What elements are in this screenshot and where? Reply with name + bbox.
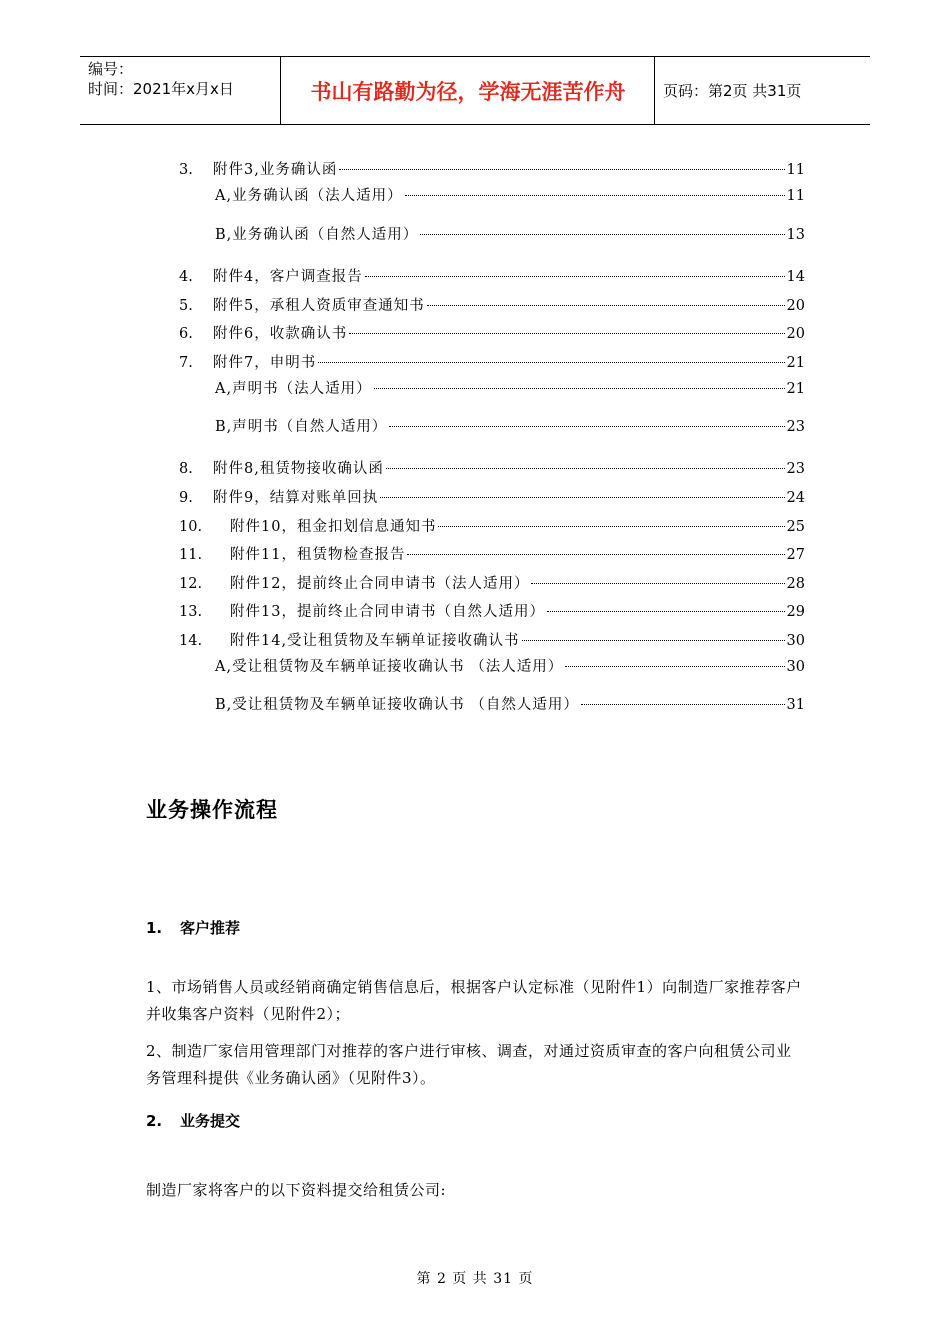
toc-leader [420, 234, 784, 235]
toc-number: 5. [179, 298, 193, 314]
toc-page: 13 [786, 227, 805, 243]
toc-leader [365, 276, 785, 277]
toc-page: 23 [786, 461, 805, 477]
toc-leader [339, 169, 784, 170]
toc-row[interactable] [0, 656, 950, 678]
toc-leader [318, 362, 784, 363]
toc-row[interactable] [0, 323, 950, 345]
toc-leader [405, 195, 785, 196]
toc-leader [427, 305, 785, 306]
toc-page: 31 [786, 697, 805, 713]
toc-row[interactable] [0, 378, 950, 400]
toc-number: 8. [179, 461, 193, 477]
toc-page: 30 [786, 633, 805, 649]
toc-title: 附件14,受让租赁物及车辆单证接收确认书 [230, 633, 520, 649]
toc-title: 附件5，承租人资质审查通知书 [213, 298, 425, 314]
toc-row[interactable] [0, 416, 950, 438]
toc-leader [531, 583, 784, 584]
toc-title: B,业务确认函（自然人适用） [215, 227, 419, 243]
subsection-number: 2. [146, 1112, 163, 1130]
toc-number: 14. [179, 633, 203, 649]
toc-row[interactable] [0, 573, 950, 595]
header-divider [654, 57, 655, 124]
paragraph: 2、制造厂家信用管理部门对推荐的客户进行审核、调查，对通过资质审查的客户向租赁公司业务管理科提供《业务确认函》（见附件3）。 [146, 1042, 792, 1087]
toc-row[interactable] [0, 352, 950, 374]
toc-number: 13. [179, 604, 203, 620]
toc-page: 28 [786, 576, 805, 592]
paragraph: 制造厂家将客户的以下资料提交给租赁公司: [146, 1181, 447, 1199]
toc-page: 20 [786, 298, 805, 314]
toc-row[interactable] [0, 694, 950, 716]
toc-title: 附件10，租金扣划信息通知书 [230, 519, 437, 535]
toc-leader [380, 497, 784, 498]
toc-number: 11. [179, 547, 203, 563]
subsection-heading [146, 917, 240, 938]
header-meta [88, 59, 278, 99]
toc-page: 23 [786, 419, 805, 435]
toc-number: 6. [179, 326, 193, 342]
toc-leader [565, 666, 784, 667]
toc-title: 附件7，申明书 [213, 355, 317, 371]
toc-row[interactable] [0, 487, 950, 509]
toc-title: 附件11，租赁物检查报告 [230, 547, 406, 563]
toc-number: 3. [179, 162, 193, 178]
header-divider [280, 57, 281, 124]
toc-page: 21 [786, 381, 805, 397]
toc-row[interactable] [0, 458, 950, 480]
page-footer: 第 2 页 共 31 页 [416, 1271, 534, 1287]
toc-leader [374, 388, 785, 389]
section-heading: 业务操作流程 [146, 798, 278, 822]
toc-title: 附件3,业务确认函 [213, 162, 338, 178]
subsection-title: 业务提交 [180, 1112, 241, 1130]
toc-row[interactable] [0, 601, 950, 623]
toc-title: 附件4，客户调查报告 [213, 269, 363, 285]
toc-page: 14 [786, 269, 805, 285]
toc-row[interactable] [0, 159, 950, 181]
page-header [80, 56, 870, 125]
toc-row[interactable] [0, 266, 950, 288]
toc-title: 附件8,租赁物接收确认函 [213, 461, 384, 477]
toc-row[interactable] [0, 295, 950, 317]
paragraph: 1、市场销售人员或经销商确定销售信息后，根据客户认定标准（见附件1）向制造厂家推荐客户并收集客户资料（见附件2）； [146, 978, 802, 1023]
toc-title: 附件6，收款确认书 [213, 326, 348, 342]
toc-page: 11 [786, 188, 805, 204]
toc-title: A,声明书（法人适用） [215, 381, 372, 397]
toc-row[interactable] [0, 544, 950, 566]
doc-date: 时间：2021年x月x日 [88, 80, 234, 98]
toc-number: 12. [179, 576, 203, 592]
toc-page: 27 [786, 547, 805, 563]
subsection-heading [146, 1110, 240, 1131]
toc-title: A,业务确认函（法人适用） [215, 188, 403, 204]
toc-leader [581, 704, 785, 705]
toc-title: 附件9，结算对账单回执 [213, 490, 379, 506]
toc-page: 21 [786, 355, 805, 371]
header-page-info: 页码：第2页 共31页 [663, 82, 802, 100]
toc-page: 30 [786, 659, 805, 675]
toc-leader [522, 640, 785, 641]
toc-title: B,受让租赁物及车辆单证接收确认书 （自然人适用） [215, 697, 579, 713]
toc-leader [438, 526, 784, 527]
toc-leader [349, 333, 784, 334]
toc-page: 25 [786, 519, 805, 535]
toc-number: 10. [179, 519, 203, 535]
toc-page: 11 [786, 162, 805, 178]
toc-number: 9. [179, 490, 193, 506]
toc-title: 附件13，提前终止合同申请书（自然人适用） [230, 604, 545, 620]
toc-row[interactable] [0, 630, 950, 652]
doc-number-label: 编号： [88, 60, 134, 78]
toc-title: B,声明书（自然人适用） [215, 419, 388, 435]
toc-number: 4. [179, 269, 193, 285]
toc-page: 29 [786, 604, 805, 620]
toc-row[interactable] [0, 516, 950, 538]
toc-row[interactable] [0, 224, 950, 246]
subsection-number: 1. [146, 919, 163, 937]
toc-page: 24 [786, 490, 805, 506]
toc-title: A,受让租赁物及车辆单证接收确认书 （法人适用） [215, 659, 564, 675]
header-motto: 书山有路勤为径，学海无涯苦作舟 [310, 79, 626, 104]
toc-page: 20 [786, 326, 805, 342]
toc-number: 7. [179, 355, 193, 371]
toc-row[interactable] [0, 185, 950, 207]
subsection-title: 客户推荐 [180, 919, 241, 937]
toc-title: 附件12，提前终止合同申请书（法人适用） [230, 576, 530, 592]
toc-leader [389, 426, 784, 427]
toc-leader [547, 611, 785, 612]
toc-leader [407, 554, 784, 555]
toc-leader [386, 468, 785, 469]
